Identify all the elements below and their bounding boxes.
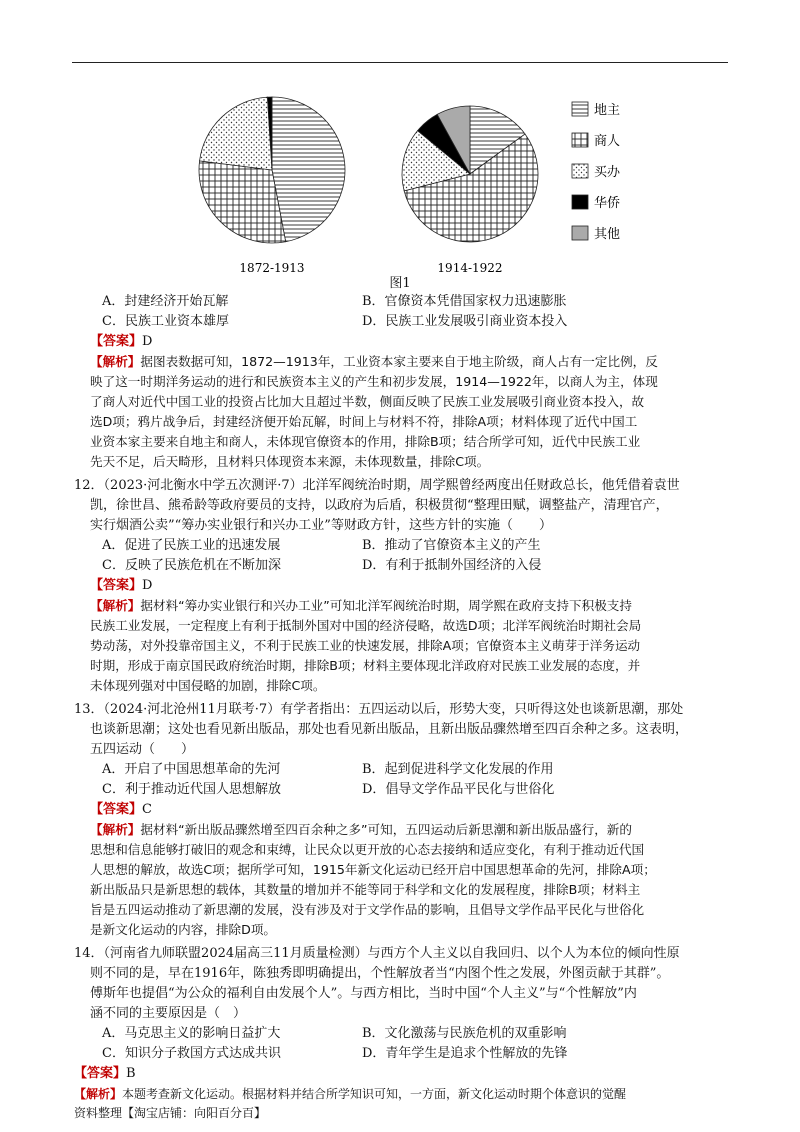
legend <box>572 102 621 242</box>
q12-option-b: B．推动了官僚资本主义的产生 <box>362 538 541 553</box>
q14-stem-line-1: 14．（河南省九师联盟2024届高三11月质量检测）与西方个人主义以自我回归、以个人为本位的倾向性原 <box>74 946 680 961</box>
analysis-label: 【解析】 <box>74 1087 123 1101</box>
q11-analysis-line-6: 先天不足，后天畸形，且材料只体现资本来源，未体现数量，排除C项。 <box>90 454 490 469</box>
legend-label-5: 其他 <box>594 227 621 242</box>
legend-swatch-3 <box>572 164 588 178</box>
q11-analysis-line-1: 【解析】据图表数据可知，1872—1913年，工业资本家主要来自于地主阶级，商人占有一定比例，反 <box>90 354 658 369</box>
q11-analysis-line-3: 了商人对近代中国工业的投资占比加大且超过半数，侧面反映了民族工业发展吸引商业资本投入，故 <box>90 394 645 409</box>
q11-option-c: C．民族工业资本雄厚 <box>102 314 229 329</box>
q11-option-b: B．官僚资本凭借国家权力迅速膨胀 <box>362 294 567 309</box>
legend-swatch-5 <box>572 226 588 240</box>
q14-answer <box>74 1064 136 1084</box>
answer-value: D <box>142 578 153 593</box>
q13-stem-line-2: 也谈新思潮；这处也看见新出版品，那处也看见新出版品，且新出版品骤然增至四百余种之多。这表明， <box>90 722 689 737</box>
q14-option-d: D．青年学生是追求个性解放的先锋 <box>362 1046 568 1061</box>
q12-option-d: D．有利于抵制外国经济的入侵 <box>362 558 542 573</box>
q11-answer <box>90 332 152 352</box>
figure-caption: 图1 <box>389 276 411 291</box>
answer-label: 【答案】 <box>90 578 143 593</box>
q12-answer <box>90 576 152 596</box>
q14-option-c: C．知识分子救国方式达成共识 <box>102 1046 281 1061</box>
period-label-right: 1914-1922 <box>437 261 503 275</box>
q14-option-b: B．文化激荡与民族危机的双重影响 <box>362 1026 567 1041</box>
analysis-label: 【解析】 <box>90 598 141 613</box>
answer-label: 【答案】 <box>90 802 143 817</box>
q13-analysis-line-4: 新出版品只是新思想的载体，其数量的增加并不能等同于科学和文化的发展程度，排除B项；材料主 <box>90 882 641 897</box>
q12-stem-line-3: 实行烟酒公卖”“筹办实业银行和兴办工业”等财政方针，这些方针的实施（ ） <box>90 518 552 533</box>
answer-value: C <box>142 802 152 817</box>
q13-option-c: C．利于推动近代国人思想解放 <box>102 782 281 797</box>
q14-stem-line-2: 则不同的是，早在1916年，陈独秀即明确提出，个性解放者当“内图个性之发展，外图贡献于其群”。 <box>90 966 670 981</box>
q13-option-a: A．开启了中国思想革命的先河 <box>102 762 281 777</box>
answer-value: D <box>142 334 153 349</box>
period-label-left: 1872-1913 <box>239 261 305 275</box>
pie-slice-2 <box>199 161 286 243</box>
pie-slice-1 <box>272 97 345 242</box>
q12-analysis-line-4: 时期，形成于南京国民政府统治时期，排除B项；材料主要体现北洋政府对民族工业发展的态度，并 <box>90 658 641 673</box>
q14-stem-line-3: 傅斯年也提倡“为公众的福利自由发展个人”。与西方相比，当时中国“个人主义”与“个性解放”内 <box>90 986 637 1001</box>
q13-analysis-line-1: 【解析】据材料“新出版品骤然增至四百余种之多”可知，五四运动后新思潮和新出版品盛行，新的 <box>90 822 632 837</box>
answer-label: 【答案】 <box>90 334 143 349</box>
answer-label: 【答案】 <box>74 1066 127 1081</box>
q13-stem-line-3: 五四运动（ ） <box>90 742 195 757</box>
legend-label-4: 华侨 <box>594 196 621 211</box>
legend-swatch-2 <box>572 133 588 147</box>
legend-label-1: 地主 <box>594 103 621 118</box>
q13-analysis-line-6: 是新文化运动的内容，排除D项。 <box>90 922 277 937</box>
answer-value: B <box>126 1066 136 1081</box>
pie-slice-3 <box>200 97 272 170</box>
q11-analysis-line-4: 选D项；鸦片战争后，封建经济便开始瓦解，时间上与材料不符，排除A项；材料体现了近代中国工 <box>90 414 638 429</box>
pie-1914-1922 <box>402 106 538 242</box>
q12-option-a: A．促进了民族工业的迅速发展 <box>102 538 281 553</box>
q12-option-c: C．反映了民族危机在不断加深 <box>102 558 281 573</box>
q14-analysis-line-1: 【解析】本题考查新文化运动。根据材料并结合所学知识可知，一方面，新文化运动时期个体意识的觉醒 <box>74 1087 627 1101</box>
q12-analysis-line-1: 【解析】据材料“筹办实业银行和兴办工业”可知北洋军阀统治时期，周学熙在政府支持下积极支持 <box>90 598 632 613</box>
q11-analysis-line-5: 业资本家主要来自地主和商人，未体现官僚资本的作用，排除B项；结合所学可知，近代中民族工业 <box>90 434 641 449</box>
q11-option-a: A．封建经济开始瓦解 <box>102 294 229 309</box>
q11-analysis-line-2: 映了这一时期洋务运动的进行和民族资本主义的产生和初步发展，1914—1922年，以商人为主，体现 <box>90 374 658 389</box>
analysis-label: 【解析】 <box>90 354 141 369</box>
pie-1872-1913 <box>199 97 345 243</box>
q14-stem-line-4: 涵不同的主要原因是（ ） <box>90 1006 247 1021</box>
q13-answer <box>90 800 152 820</box>
q12-analysis-line-5: 未体现列强对中国侵略的加剧，排除C项。 <box>90 678 326 693</box>
q12-stem-line-2: 凯，徐世昌、熊希龄等政府要员的支持，以政府为后盾，积极贯彻“整理田赋，调整盐产，清理官产， <box>90 498 669 513</box>
q14-option-a: A．马克思主义的影响日益扩大 <box>102 1026 281 1041</box>
q12-stem-line-1: 12．（2023·河北衡水中学五次测评·7）北洋军阀统治时期，周学熙曾经两度出任财政总长，他凭借着袁世 <box>74 478 680 493</box>
footer-text: 资料整理【淘宝店铺：向阳百分百】 <box>74 1106 267 1120</box>
analysis-label: 【解析】 <box>90 822 141 837</box>
header-rule <box>72 62 728 63</box>
q13-option-d: D．倡导文学作品平民化与世俗化 <box>362 782 555 797</box>
q13-analysis-line-3: 人思想的解放，故选C项；据所学可知，1915年新文化运动已经开启中国思想革命的先河，排除A项； <box>90 862 656 877</box>
q12-analysis-line-2: 民族工业发展，一定程度上有利于抵制外国对中国的经济侵略，故选D项；北洋军阀统治时期社会局 <box>90 618 642 633</box>
legend-label-2: 商人 <box>594 134 621 149</box>
legend-swatch-4 <box>572 195 588 209</box>
q13-option-b: B．起到促进科学文化发展的作用 <box>362 762 554 777</box>
q11-option-d: D．民族工业发展吸引商业资本投入 <box>362 314 568 329</box>
legend-label-3: 买办 <box>594 165 621 180</box>
legend-swatch-1 <box>572 102 588 116</box>
q13-analysis-line-2: 思想和信息能够打破旧的观念和束缚，让民众以更开放的心态去接纳和适应变化，有利于推动近代国 <box>90 842 645 857</box>
q13-analysis-line-5: 旨是五四运动推动了新思潮的发展，没有涉及对于文学作品的影响，且倡导文学作品平民化与世俗化 <box>90 902 645 917</box>
q12-analysis-line-3: 势动荡，对外投靠帝国主义，不利于民族工业的快速发展，排除A项；官僚资本主义萌芽于洋务运动 <box>90 638 641 653</box>
pie-figure <box>190 96 630 276</box>
q13-stem-line-1: 13．（2024·河北沧州11月联考·7）有学者指出：五四运动以后，形势大变，只听得这处也谈新思潮，那处 <box>74 702 684 717</box>
